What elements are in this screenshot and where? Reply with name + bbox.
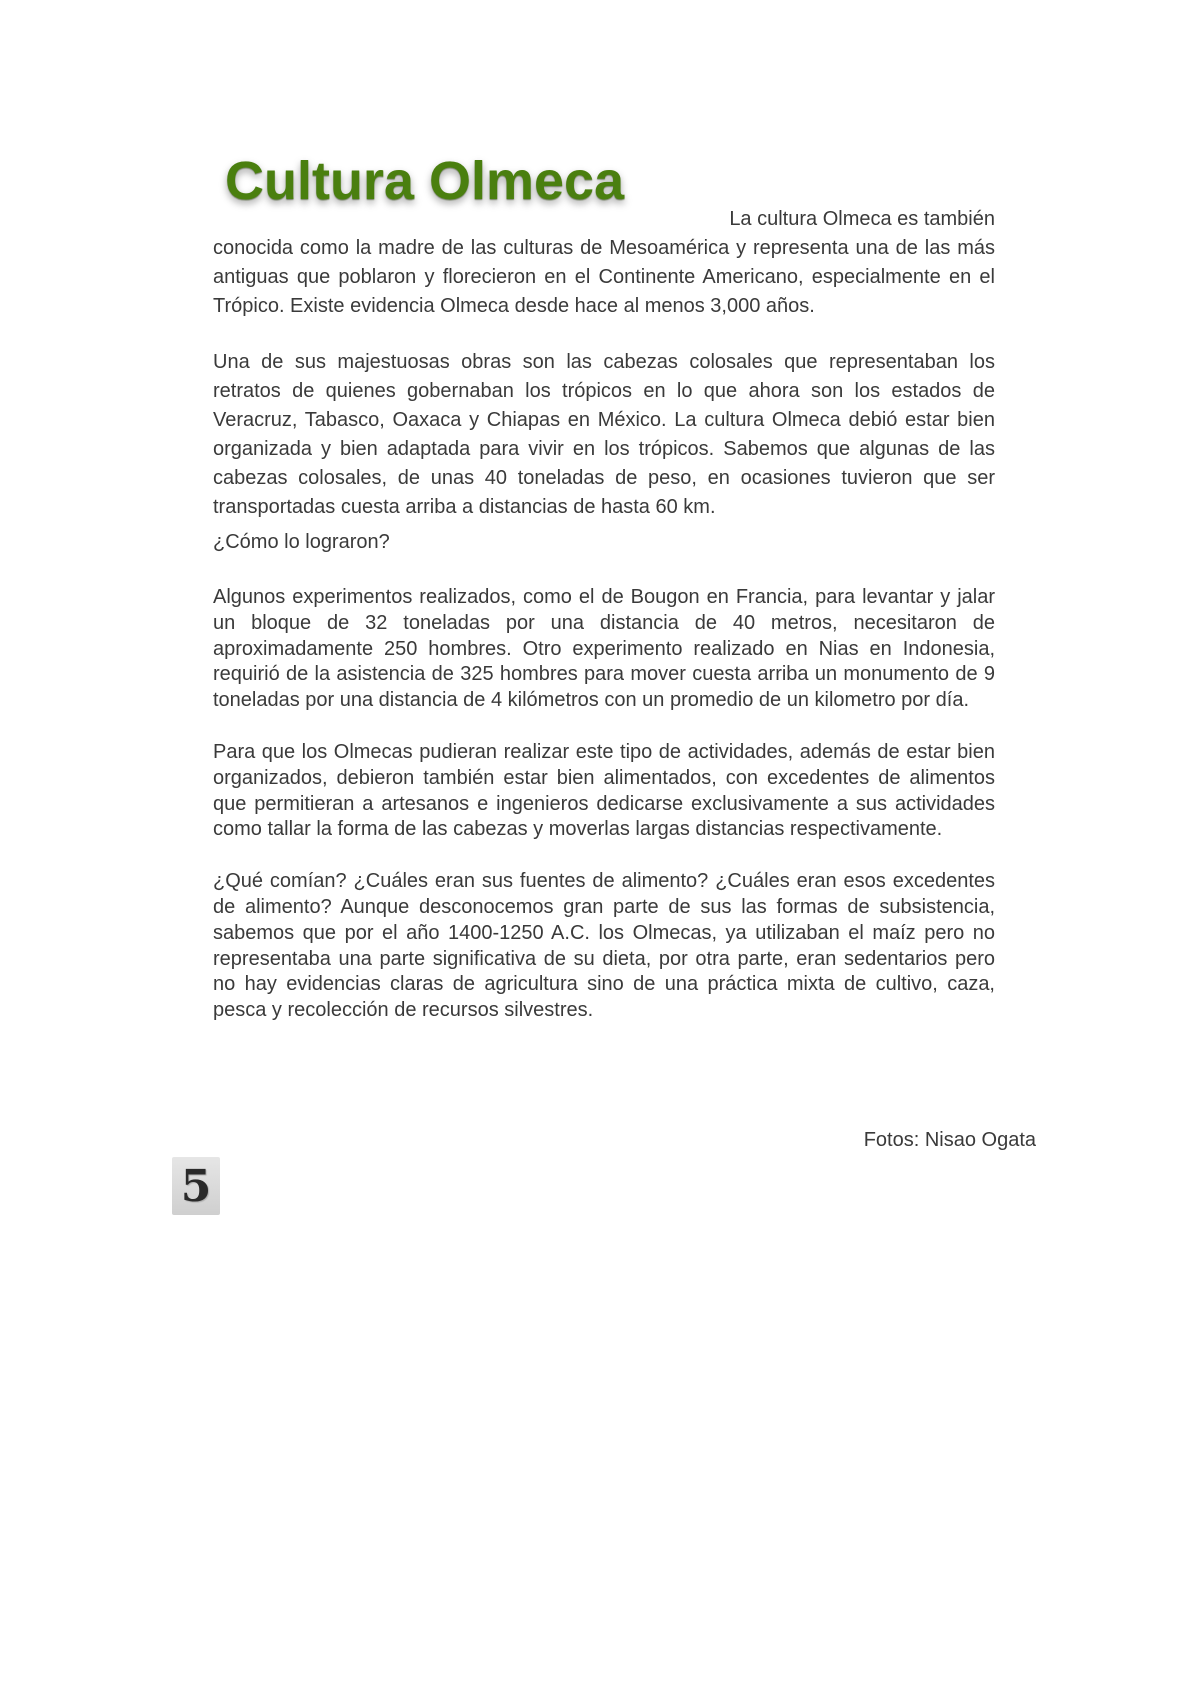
intro-lead-text: La cultura Olmeca es también xyxy=(729,208,995,230)
page-number-badge: 5 xyxy=(172,1157,220,1215)
paragraph-experiments: Algunos experimentos realizados, como el de Bougon en Francia, para levantar y jalar un bloque de 32 toneladas por una distancia de 40 metros, necesitaron de aproximadamente 250 hombres. Otro experimento realizado en Nias en Indonesia, requirió de la asistencia de 325 hombres para mover cuesta arriba un monumento de 9 toneladas por una distancia de 4 kilómetros con un promedio de un kilometro por día. xyxy=(213,586,995,712)
intro-body-text: conocida como la madre de las culturas de Mesoamérica y representa una de las más antiguas que poblaron y florecieron en el Continente Americano, especialmente en el Trópico. Existe evidencia Olmeca desde hace al menos 3,000 años. xyxy=(213,237,995,317)
article-body xyxy=(213,150,995,1050)
question-heading: ¿Cómo lo lograron? xyxy=(213,531,390,553)
photo-credit: Fotos: Nisao Ogata xyxy=(863,1129,1036,1151)
page-title: Cultura Olmeca xyxy=(225,151,625,211)
paragraph-organization: Para que los Olmecas pudieran realizar este tipo de actividades, además de estar bien organizados, debieron también estar bien alimentados, con excedentes de alimentos que permitieran a artesanos e ingenieros dedicarse exclusivamente a sus actividades como tallar la forma de las cabezas y moverlas largas distancias respectivamente. xyxy=(213,740,995,841)
intro-paragraph xyxy=(213,150,995,321)
paragraph-colossal-heads: Una de sus majestuosas obras son las cabezas colosales que representaban los retratos de quienes gobernaban los trópicos en lo que ahora son los estados de Veracruz, Tabasco, Oaxaca y Chiapas en México. La cultura Olmeca debió estar bien organizada y bien adaptada para vivir en los trópicos. Sabemos que algunas de las cabezas colosales, de unas 40 toneladas de peso, en ocasiones tuvieron que ser transportadas cuesta arriba a distancias de hasta 60 km. xyxy=(213,351,995,518)
paragraph-food-sources: ¿Qué comían? ¿Cuáles eran sus fuentes de alimento? ¿Cuáles eran esos excedentes de alimento? Aunque desconocemos gran parte de sus las formas de subsistencia, sabemos que por el año 1400-1250 A.C. los Olmecas, ya utilizaban el maíz pero no representaba una parte significativa de su dieta, por otra parte, eran sedentarios pero no hay evidencias claras de agricultura sino de una práctica mixta de cultivo, caza, pesca y recolección de recursos silvestres. xyxy=(213,870,995,1022)
